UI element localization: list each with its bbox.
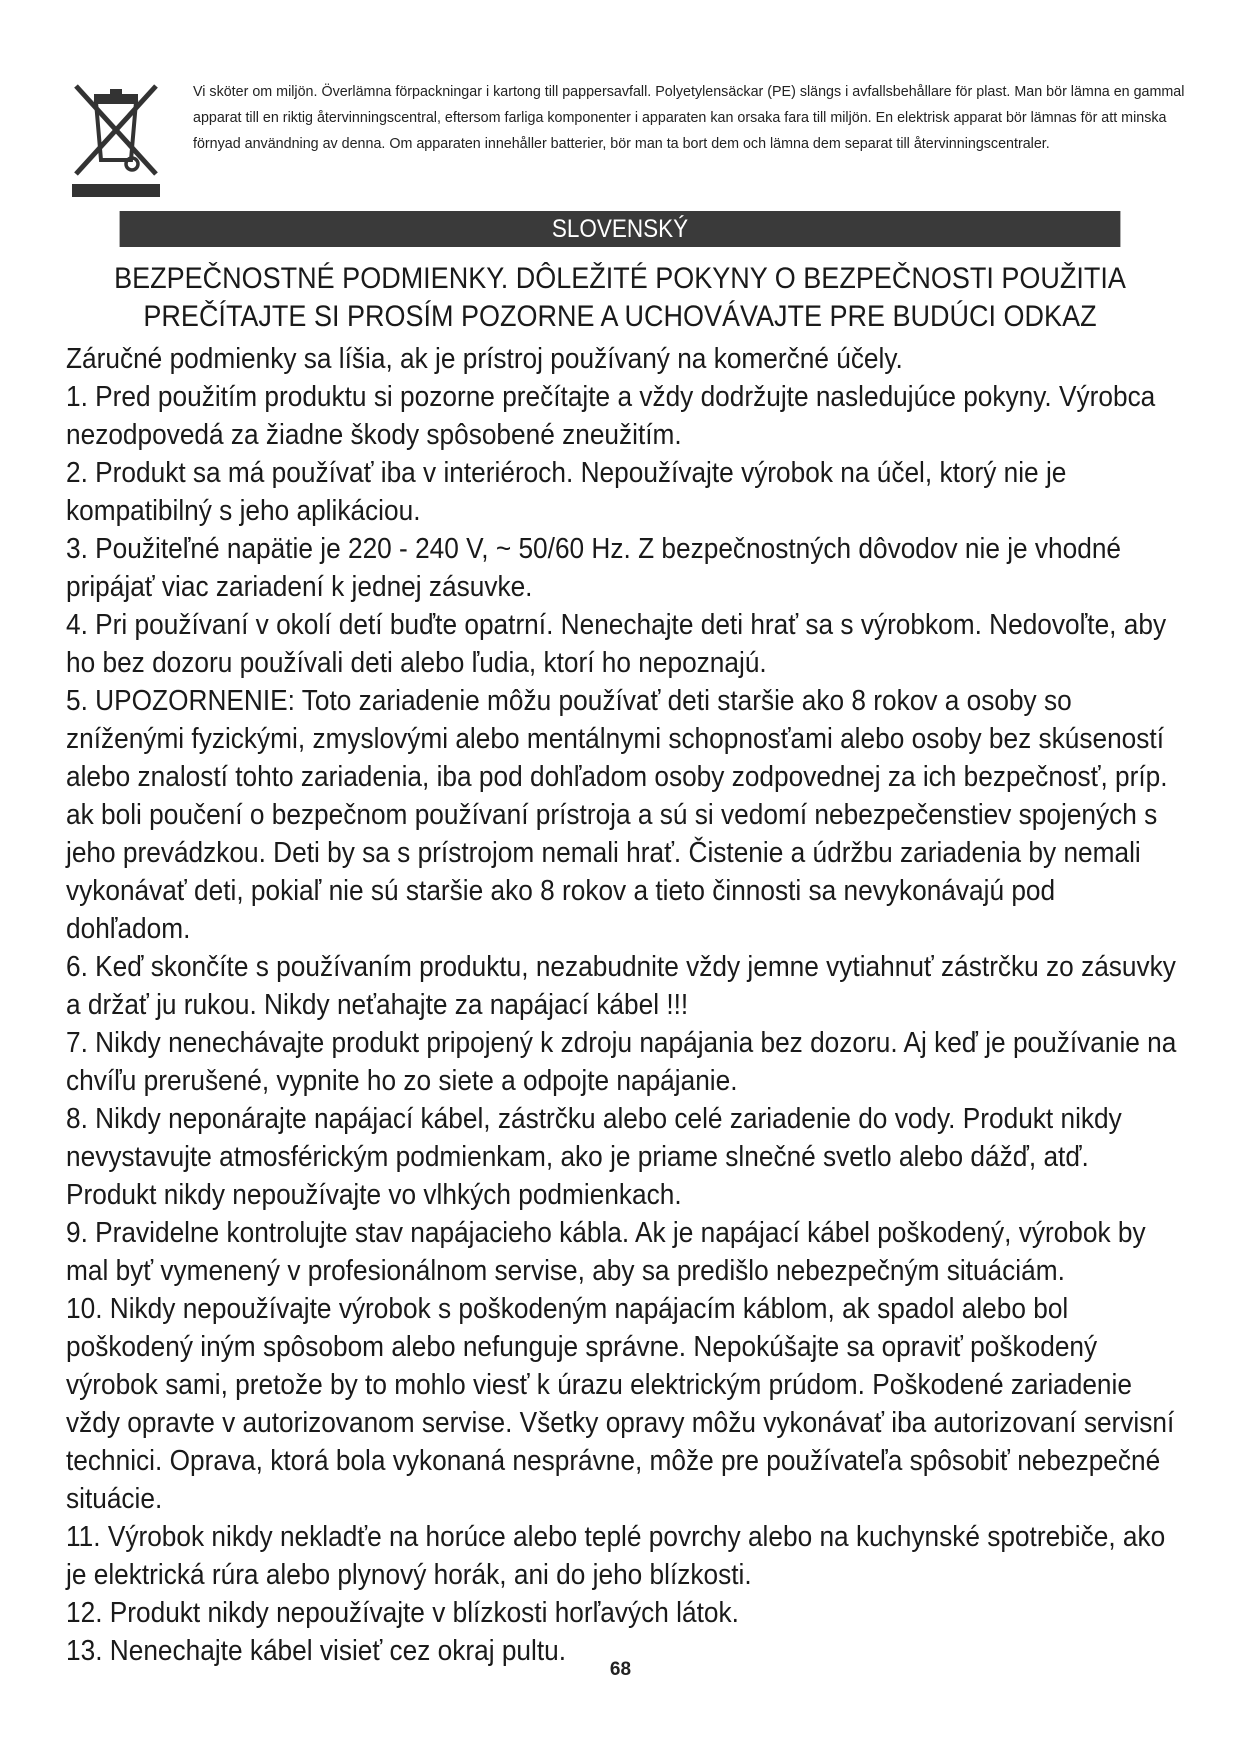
instruction-10: 10. Nikdy nepoužívajte výrobok s poškodeným napájacím káblom, ak spadol alebo bol poškodený iným spôsobom alebo nefunguje správne. Nepokúšajte sa opraviť poškodený výrobok sami, pretože by to mohlo viesť k úrazu elektrickým prúdom. Poškodené zariadenie vždy opravte v autorizovanom servise. Všetky opravy môžu vykonávať iba autorizovaní servisní technici. Oprava, ktorá bola vykonaná nesprávne, môže pre používateľa spôsobiť nebezpečné situácie.	[66, 1293, 1175, 1515]
instruction-8: 8. Nikdy neponárajte napájací kábel, zástrčku alebo celé zariadenie do vody. Produkt nikdy nevystavujte atmosférickým podmienkam, ako je priame slnečné svetlo alebo dážď, atď. Produkt nikdy nepoužívajte vo vlhkých podmienkach.	[66, 1103, 1122, 1211]
instruction-3: 3. Použiteľné napätie je 220 - 240 V, ~ 50/60 Hz. Z bezpečnostných dôvodov nie je vhodné pripájať viac zariadení k jednej zásuvke.	[66, 533, 1122, 603]
language-section-bar: SLOVENSKÝ	[120, 211, 1121, 247]
instruction-1: 1. Pred použitím produktu si pozorne prečítajte a vždy dodržujte nasledujúce pokyny. Výrobca nezodpovedá za žiadne škody spôsobené zneužitím.	[66, 381, 1156, 451]
instruction-2: 2. Produkt sa má používať iba v interiéroch. Nepoužívajte výrobok na účel, ktorý nie je kompatibilný s jeho aplikáciou.	[66, 457, 1067, 527]
instruction-13: 13. Nenechajte kábel visieť cez okraj pultu.	[66, 1635, 567, 1667]
instruction-11: 11. Výrobok nikdy nekladťe na horúce alebo teplé povrchy alebo na kuchynské spotrebiče, ako je elektrická rúra alebo plynový horák, ani do jeho blízkosti.	[66, 1521, 1166, 1591]
instruction-4: 4. Pri používaní v okolí detí buďte opatrní. Nenechajte deti hrať sa s výrobkom. Nedovoľte, aby ho bez dozoru používali deti alebo ľudia, ktorí ho nepoznajú.	[66, 609, 1167, 679]
safety-instructions	[66, 340, 1179, 1670]
page-number: 68	[609, 1659, 632, 1680]
safety-headline-line-2: PREČÍTAJTE SI PROSÍM POZORNE A UCHOVÁVAJTE PRE BUDÚCI ODKAZ	[143, 300, 1097, 333]
environment-notice: Vi sköter om miljön. Överlämna förpackningar i kartong till pappersavfall. Polyetylensäckar (PE) slängs i avfallsbehållare för plast. Man bör lämna en gammal apparat till en riktig återvinningscentral, eftersom farliga komponenter i apparaten kan orsaka fara till miljön. En elektrisk apparat bör lämnas för att minska förnyad användning av denna. Om apparaten innehåller batterier, bör man ta bort dem och lämna dem separat till återvinningscentraler.	[193, 84, 1185, 152]
safety-headline-line-1: BEZPEČNOSTNÉ PODMIENKY. DÔLEŽITÉ POKYNY O BEZPEČNOSTI POUŽITIA	[114, 262, 1126, 295]
instruction-12: 12. Produkt nikdy nepoužívajte v blízkosti horľavých látok.	[66, 1597, 739, 1629]
warranty-note: Záručné podmienky sa líšia, ak je prístroj používaný na komerčné účely.	[66, 343, 903, 375]
instruction-5: 5. UPOZORNENIE: Toto zariadenie môžu používať deti staršie ako 8 rokov a osoby so zníženými fyzickými, zmyslovými alebo mentálnymi schopnosťami alebo osoby bez skúseností alebo znalostí tohto zariadenia, iba pod dohľadom osoby zodpovednej za ich bezpečnosť, príp. ak boli poučení o bezpečnom používaní prístroja a sú si vedomí nebezpečenstiev spojených s jeho prevádzkou. Deti by sa s prístrojom nemali hrať. Čistenie a údržbu zariadenia by nemali vykonávať deti, pokiaľ nie sú staršie ako 8 rokov a tieto činnosti sa nevykonávajú pod dohľadom.	[66, 685, 1168, 945]
instruction-6: 6. Keď skončíte s používaním produktu, nezabudnite vždy jemne vytiahnuť zástrčku zo zásuvky a držať ju rukou. Nikdy neťahajte za napájací kábel !!!	[66, 951, 1176, 1021]
instruction-9: 9. Pravidelne kontrolujte stav napájacieho kábla. Ak je napájací kábel poškodený, výrobok by mal byť vymenený v profesionálnom servise, aby sa predišlo nebezpečným situáciám.	[66, 1217, 1146, 1287]
crossed-out-wheelie-bin-icon	[68, 80, 164, 198]
instruction-7: 7. Nikdy nenechávajte produkt pripojený k zdroju napájania bez dozoru. Aj keď je používanie na chvíľu prerušené, vypnite ho zo siete a odpojte napájanie.	[66, 1027, 1177, 1097]
